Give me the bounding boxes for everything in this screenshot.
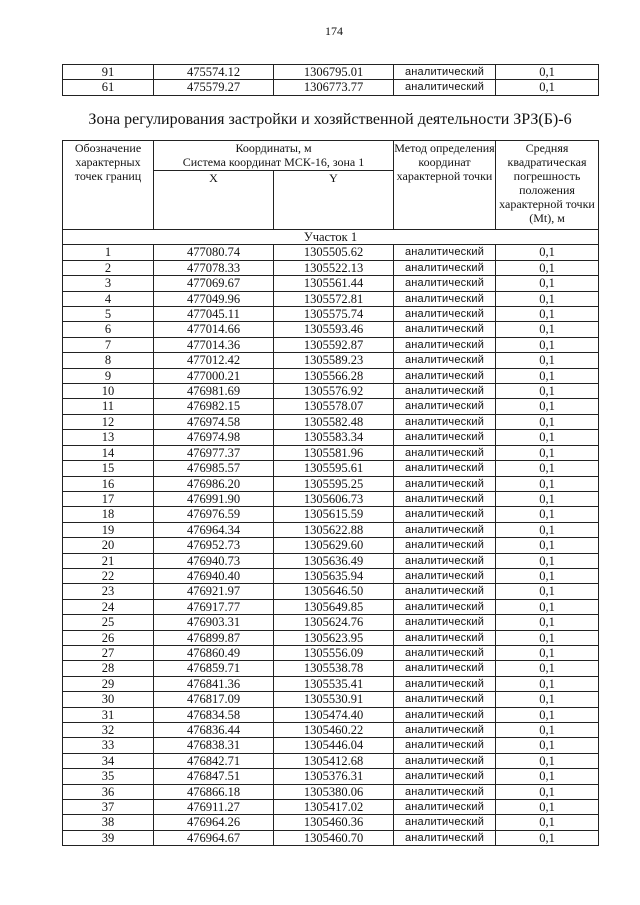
method: аналитический bbox=[394, 815, 496, 830]
previous-table-continuation bbox=[62, 64, 599, 96]
point-id: 18 bbox=[63, 507, 154, 522]
mt-error: 0,1 bbox=[496, 568, 599, 583]
point-id: 35 bbox=[63, 769, 154, 784]
table-row bbox=[63, 568, 599, 583]
coord-x: 477014.66 bbox=[154, 322, 274, 337]
point-id: 19 bbox=[63, 522, 154, 537]
method: аналитический bbox=[394, 769, 496, 784]
method: аналитический bbox=[394, 337, 496, 352]
coord-x: 477069.67 bbox=[154, 276, 274, 291]
mt-error: 0,1 bbox=[496, 80, 599, 95]
header-y: Y bbox=[274, 171, 394, 230]
point-id: 38 bbox=[63, 815, 154, 830]
coord-x: 476859.71 bbox=[154, 661, 274, 676]
mt-error: 0,1 bbox=[496, 368, 599, 383]
coord-y: 1305576.92 bbox=[274, 384, 394, 399]
header-x: X bbox=[154, 171, 274, 230]
coord-y: 1305556.09 bbox=[274, 645, 394, 660]
coord-x: 476847.51 bbox=[154, 769, 274, 784]
point-id: 15 bbox=[63, 461, 154, 476]
table-row bbox=[63, 707, 599, 722]
coord-y: 1305581.96 bbox=[274, 445, 394, 460]
table-row bbox=[63, 322, 599, 337]
coord-y: 1305623.95 bbox=[274, 630, 394, 645]
point-id: 6 bbox=[63, 322, 154, 337]
method: аналитический bbox=[394, 522, 496, 537]
coord-x: 476964.26 bbox=[154, 815, 274, 830]
coord-y: 1305589.23 bbox=[274, 353, 394, 368]
mt-error: 0,1 bbox=[496, 65, 599, 80]
coord-x: 477049.96 bbox=[154, 291, 274, 306]
point-id: 11 bbox=[63, 399, 154, 414]
method: аналитический bbox=[394, 491, 496, 506]
coord-y: 1305593.46 bbox=[274, 322, 394, 337]
method: аналитический bbox=[394, 800, 496, 815]
mt-error: 0,1 bbox=[496, 676, 599, 691]
coord-x: 476911.27 bbox=[154, 800, 274, 815]
coord-x: 477012.42 bbox=[154, 353, 274, 368]
mt-error: 0,1 bbox=[496, 337, 599, 352]
table-row bbox=[63, 599, 599, 614]
mt-error: 0,1 bbox=[496, 491, 599, 506]
point-id: 14 bbox=[63, 445, 154, 460]
coord-y: 1305522.13 bbox=[274, 260, 394, 275]
coord-y: 1305578.07 bbox=[274, 399, 394, 414]
header-error: Средняя квадратическая погрешность положения характерной точки (Mt), м bbox=[496, 141, 599, 230]
mt-error: 0,1 bbox=[496, 769, 599, 784]
point-id: 16 bbox=[63, 476, 154, 491]
point-id: 5 bbox=[63, 307, 154, 322]
method: аналитический bbox=[394, 584, 496, 599]
header-coords-label: Координаты, м bbox=[235, 141, 312, 155]
coord-y: 1305595.25 bbox=[274, 476, 394, 491]
point-id: 8 bbox=[63, 353, 154, 368]
point-id: 28 bbox=[63, 661, 154, 676]
mt-error: 0,1 bbox=[496, 830, 599, 845]
coord-x: 476903.31 bbox=[154, 615, 274, 630]
table-row bbox=[63, 461, 599, 476]
table-row bbox=[63, 353, 599, 368]
coord-y: 1305583.34 bbox=[274, 430, 394, 445]
mt-error: 0,1 bbox=[496, 753, 599, 768]
point-id: 26 bbox=[63, 630, 154, 645]
coord-x: 476977.37 bbox=[154, 445, 274, 460]
coord-x: 476860.49 bbox=[154, 645, 274, 660]
method: аналитический bbox=[394, 368, 496, 383]
coord-x: 476838.31 bbox=[154, 738, 274, 753]
table-row bbox=[63, 245, 599, 260]
coord-x: 477014.36 bbox=[154, 337, 274, 352]
table-row bbox=[63, 491, 599, 506]
coord-x: 476974.98 bbox=[154, 430, 274, 445]
method: аналитический bbox=[394, 80, 496, 95]
coordinates-table bbox=[62, 140, 599, 846]
point-id: 27 bbox=[63, 645, 154, 660]
coord-x: 476940.73 bbox=[154, 553, 274, 568]
method: аналитический bbox=[394, 384, 496, 399]
coord-y: 1305538.78 bbox=[274, 661, 394, 676]
table-row bbox=[63, 692, 599, 707]
table-row bbox=[63, 615, 599, 630]
coord-y: 1305624.76 bbox=[274, 615, 394, 630]
table-row bbox=[63, 830, 599, 845]
method: аналитический bbox=[394, 353, 496, 368]
mt-error: 0,1 bbox=[496, 661, 599, 676]
point-id: 34 bbox=[63, 753, 154, 768]
point-id: 17 bbox=[63, 491, 154, 506]
coord-y: 1305592.87 bbox=[274, 337, 394, 352]
method: аналитический bbox=[394, 723, 496, 738]
mt-error: 0,1 bbox=[496, 399, 599, 414]
coord-x: 476974.58 bbox=[154, 414, 274, 429]
mt-error: 0,1 bbox=[496, 522, 599, 537]
method: аналитический bbox=[394, 507, 496, 522]
table-row bbox=[63, 507, 599, 522]
method: аналитический bbox=[394, 676, 496, 691]
mt-error: 0,1 bbox=[496, 707, 599, 722]
table-row bbox=[63, 645, 599, 660]
point-id: 25 bbox=[63, 615, 154, 630]
coord-x: 476836.44 bbox=[154, 723, 274, 738]
method: аналитический bbox=[394, 445, 496, 460]
coord-y: 1305575.74 bbox=[274, 307, 394, 322]
mt-error: 0,1 bbox=[496, 800, 599, 815]
mt-error: 0,1 bbox=[496, 630, 599, 645]
coord-y: 1305505.62 bbox=[274, 245, 394, 260]
zone-title: Зона регулирования застройки и хозяйственной деятельности ЗРЗ(Б)-6 bbox=[88, 111, 572, 128]
header-system: Система координат МСК-16, зона 1 bbox=[182, 155, 365, 169]
table-row bbox=[63, 476, 599, 491]
point-id: 24 bbox=[63, 599, 154, 614]
coord-x: 476866.18 bbox=[154, 784, 274, 799]
coord-x: 476982.15 bbox=[154, 399, 274, 414]
point-id: 37 bbox=[63, 800, 154, 815]
header-point: Обозначение характерных точек границ bbox=[63, 141, 154, 230]
coord-y: 1305595.61 bbox=[274, 461, 394, 476]
coord-x: 476917.77 bbox=[154, 599, 274, 614]
table-row bbox=[63, 800, 599, 815]
point-id: 12 bbox=[63, 414, 154, 429]
mt-error: 0,1 bbox=[496, 599, 599, 614]
method: аналитический bbox=[394, 738, 496, 753]
table-row bbox=[63, 769, 599, 784]
coord-y: 1305530.91 bbox=[274, 692, 394, 707]
table-row bbox=[63, 276, 599, 291]
table-row bbox=[63, 584, 599, 599]
table-row bbox=[63, 538, 599, 553]
coord-y: 1306795.01 bbox=[274, 65, 394, 80]
table-row bbox=[63, 399, 599, 414]
method: аналитический bbox=[394, 291, 496, 306]
coord-y: 1305649.85 bbox=[274, 599, 394, 614]
point-id: 30 bbox=[63, 692, 154, 707]
coord-x: 475574.12 bbox=[154, 65, 274, 80]
mt-error: 0,1 bbox=[496, 723, 599, 738]
point-id: 20 bbox=[63, 538, 154, 553]
table-row bbox=[63, 430, 599, 445]
table-row bbox=[63, 445, 599, 460]
coord-x: 476976.59 bbox=[154, 507, 274, 522]
table-row bbox=[63, 815, 599, 830]
point-id: 33 bbox=[63, 738, 154, 753]
mt-error: 0,1 bbox=[496, 291, 599, 306]
method: аналитический bbox=[394, 245, 496, 260]
coord-y: 1305622.88 bbox=[274, 522, 394, 537]
table-row bbox=[63, 753, 599, 768]
table-row bbox=[63, 307, 599, 322]
point-id: 31 bbox=[63, 707, 154, 722]
coord-y: 1305460.36 bbox=[274, 815, 394, 830]
table-row bbox=[63, 723, 599, 738]
coord-x: 476921.97 bbox=[154, 584, 274, 599]
method: аналитический bbox=[394, 830, 496, 845]
point-id: 1 bbox=[63, 245, 154, 260]
coord-x: 477045.11 bbox=[154, 307, 274, 322]
mt-error: 0,1 bbox=[496, 260, 599, 275]
mt-error: 0,1 bbox=[496, 692, 599, 707]
point-id: 9 bbox=[63, 368, 154, 383]
point-id: 10 bbox=[63, 384, 154, 399]
table-row bbox=[63, 368, 599, 383]
mt-error: 0,1 bbox=[496, 538, 599, 553]
table-row bbox=[63, 80, 599, 95]
table-row bbox=[63, 522, 599, 537]
method: аналитический bbox=[394, 784, 496, 799]
point-id: 61 bbox=[63, 80, 154, 95]
mt-error: 0,1 bbox=[496, 476, 599, 491]
method: аналитический bbox=[394, 553, 496, 568]
coord-x: 476842.71 bbox=[154, 753, 274, 768]
coord-x: 475579.27 bbox=[154, 80, 274, 95]
table-row bbox=[63, 661, 599, 676]
method: аналитический bbox=[394, 645, 496, 660]
mt-error: 0,1 bbox=[496, 645, 599, 660]
coord-x: 476964.67 bbox=[154, 830, 274, 845]
section-label: Участок 1 bbox=[63, 230, 599, 245]
method: аналитический bbox=[394, 260, 496, 275]
method: аналитический bbox=[394, 322, 496, 337]
point-id: 7 bbox=[63, 337, 154, 352]
coord-y: 1305460.70 bbox=[274, 830, 394, 845]
coord-y: 1305572.81 bbox=[274, 291, 394, 306]
method: аналитический bbox=[394, 414, 496, 429]
coord-y: 1305460.22 bbox=[274, 723, 394, 738]
coord-y: 1305474.40 bbox=[274, 707, 394, 722]
coord-y: 1305566.28 bbox=[274, 368, 394, 383]
mt-error: 0,1 bbox=[496, 414, 599, 429]
method: аналитический bbox=[394, 65, 496, 80]
table-row bbox=[63, 291, 599, 306]
coord-x: 476940.40 bbox=[154, 568, 274, 583]
point-id: 4 bbox=[63, 291, 154, 306]
method: аналитический bbox=[394, 753, 496, 768]
coord-x: 476985.57 bbox=[154, 461, 274, 476]
coord-y: 1305635.94 bbox=[274, 568, 394, 583]
mt-error: 0,1 bbox=[496, 384, 599, 399]
coord-y: 1305380.06 bbox=[274, 784, 394, 799]
mt-error: 0,1 bbox=[496, 353, 599, 368]
point-id: 32 bbox=[63, 723, 154, 738]
coord-x: 477000.21 bbox=[154, 368, 274, 383]
coord-x: 477078.33 bbox=[154, 260, 274, 275]
mt-error: 0,1 bbox=[496, 784, 599, 799]
table-row bbox=[63, 65, 599, 80]
table-row bbox=[63, 260, 599, 275]
method: аналитический bbox=[394, 476, 496, 491]
method: аналитический bbox=[394, 707, 496, 722]
method: аналитический bbox=[394, 538, 496, 553]
mt-error: 0,1 bbox=[496, 322, 599, 337]
point-id: 3 bbox=[63, 276, 154, 291]
point-id: 22 bbox=[63, 568, 154, 583]
coord-x: 476834.58 bbox=[154, 707, 274, 722]
table-row bbox=[63, 784, 599, 799]
coord-y: 1305376.31 bbox=[274, 769, 394, 784]
method: аналитический bbox=[394, 568, 496, 583]
table-row bbox=[63, 676, 599, 691]
mt-error: 0,1 bbox=[496, 245, 599, 260]
coord-x: 476899.87 bbox=[154, 630, 274, 645]
table-row bbox=[63, 630, 599, 645]
table-row bbox=[63, 337, 599, 352]
coord-y: 1306773.77 bbox=[274, 80, 394, 95]
mt-error: 0,1 bbox=[496, 553, 599, 568]
table-row bbox=[63, 738, 599, 753]
coord-y: 1305646.50 bbox=[274, 584, 394, 599]
coord-y: 1305582.48 bbox=[274, 414, 394, 429]
mt-error: 0,1 bbox=[496, 615, 599, 630]
header-method: Метод определения координат характерной точки bbox=[394, 141, 496, 230]
point-id: 91 bbox=[63, 65, 154, 80]
coord-y: 1305446.04 bbox=[274, 738, 394, 753]
coord-y: 1305636.49 bbox=[274, 553, 394, 568]
coord-x: 476986.20 bbox=[154, 476, 274, 491]
mt-error: 0,1 bbox=[496, 738, 599, 753]
point-id: 36 bbox=[63, 784, 154, 799]
coord-x: 476991.90 bbox=[154, 491, 274, 506]
point-id: 29 bbox=[63, 676, 154, 691]
method: аналитический bbox=[394, 399, 496, 414]
point-id: 39 bbox=[63, 830, 154, 845]
point-id: 13 bbox=[63, 430, 154, 445]
mt-error: 0,1 bbox=[496, 461, 599, 476]
mt-error: 0,1 bbox=[496, 584, 599, 599]
method: аналитический bbox=[394, 599, 496, 614]
header-coords bbox=[154, 141, 394, 171]
method: аналитический bbox=[394, 461, 496, 476]
method: аналитический bbox=[394, 430, 496, 445]
point-id: 2 bbox=[63, 260, 154, 275]
method: аналитический bbox=[394, 630, 496, 645]
method: аналитический bbox=[394, 307, 496, 322]
mt-error: 0,1 bbox=[496, 430, 599, 445]
table-row bbox=[63, 384, 599, 399]
point-id: 23 bbox=[63, 584, 154, 599]
method: аналитический bbox=[394, 276, 496, 291]
mt-error: 0,1 bbox=[496, 445, 599, 460]
point-id: 21 bbox=[63, 553, 154, 568]
mt-error: 0,1 bbox=[496, 507, 599, 522]
page-number: 174 bbox=[325, 24, 343, 38]
method: аналитический bbox=[394, 692, 496, 707]
mt-error: 0,1 bbox=[496, 276, 599, 291]
coord-y: 1305629.60 bbox=[274, 538, 394, 553]
coord-x: 477080.74 bbox=[154, 245, 274, 260]
method: аналитический bbox=[394, 615, 496, 630]
coord-y: 1305417.02 bbox=[274, 800, 394, 815]
coord-x: 476981.69 bbox=[154, 384, 274, 399]
coord-x: 476817.09 bbox=[154, 692, 274, 707]
mt-error: 0,1 bbox=[496, 307, 599, 322]
coord-y: 1305535.41 bbox=[274, 676, 394, 691]
table-row bbox=[63, 553, 599, 568]
coord-x: 476964.34 bbox=[154, 522, 274, 537]
mt-error: 0,1 bbox=[496, 815, 599, 830]
coord-y: 1305412.68 bbox=[274, 753, 394, 768]
coord-x: 476952.73 bbox=[154, 538, 274, 553]
method: аналитический bbox=[394, 661, 496, 676]
coord-y: 1305615.59 bbox=[274, 507, 394, 522]
table-row bbox=[63, 414, 599, 429]
coord-y: 1305606.73 bbox=[274, 491, 394, 506]
coord-x: 476841.36 bbox=[154, 676, 274, 691]
coord-y: 1305561.44 bbox=[274, 276, 394, 291]
